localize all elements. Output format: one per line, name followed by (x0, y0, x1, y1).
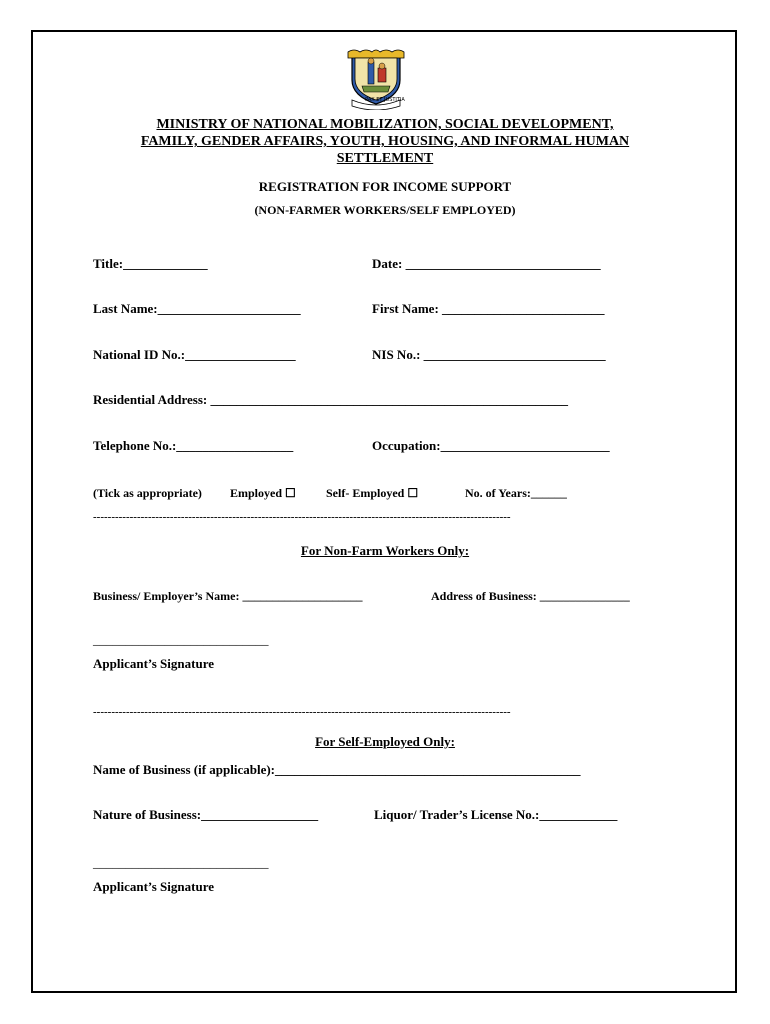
employer-name-field[interactable]: Business/ Employer’s Name: ____________________ (93, 589, 363, 603)
ministry-line-2: FAMILY, GENDER AFFAIRS, YOUTH, HOUSING, AND INFORMAL HUMAN (140, 134, 630, 149)
title-field[interactable]: Title:_____________ (93, 256, 208, 271)
business-address-field[interactable]: Address of Business: _______________ (431, 589, 630, 603)
signature-label-1: Applicant’s Signature (93, 656, 214, 671)
separator-line-1: ------------------------------------------------------------------------------------------------------------------ (93, 511, 511, 523)
self-employed-checkbox[interactable]: Self- Employed ☐ (326, 486, 419, 500)
separator-line-2: ------------------------------------------------------------------------------------------------------------------ (93, 706, 511, 718)
ministry-line-3: SETTLEMENT (336, 151, 434, 166)
nis-field[interactable]: NIS No.: ____________________________ (372, 347, 606, 362)
occupation-field[interactable]: Occupation:__________________________ (372, 438, 610, 453)
national-id-field[interactable]: National ID No.:_________________ (93, 347, 296, 362)
employed-checkbox[interactable]: Employed ☐ (230, 486, 296, 500)
years-field[interactable]: No. of Years:______ (465, 486, 567, 500)
signature-line-1[interactable]: ___________________________ (93, 632, 269, 647)
date-field[interactable]: Date: ______________________________ (372, 256, 601, 271)
ministry-line-1: MINISTRY OF NATIONAL MOBILIZATION, SOCIAL DEVELOPMENT, (156, 117, 614, 132)
first-name-field[interactable]: First Name: _________________________ (372, 301, 605, 316)
last-name-field[interactable]: Last Name:______________________ (93, 301, 301, 316)
signature-line-2[interactable]: ___________________________ (93, 855, 269, 870)
residential-address-field[interactable]: Residential Address: _______________________________________________________ (93, 392, 568, 407)
form-subtitle: (NON-FARMER WORKERS/SELF EMPLOYED) (254, 203, 516, 217)
signature-label-2: Applicant’s Signature (93, 879, 214, 894)
non-farm-heading: For Non-Farm Workers Only: (300, 543, 470, 558)
nature-of-business-field[interactable]: Nature of Business:__________________ (93, 807, 319, 822)
form-title: REGISTRATION FOR INCOME SUPPORT (258, 179, 512, 194)
tick-instruction: (Tick as appropriate) (93, 486, 202, 500)
business-name-field[interactable]: Name of Business (if applicable):_______________________________________________ (93, 762, 581, 777)
crest-motto: PAX ET JUSTITIA (365, 97, 405, 103)
license-number-field[interactable]: Liquor/ Trader’s License No.:____________ (374, 807, 618, 822)
self-employed-heading: For Self-Employed Only: (315, 734, 455, 749)
telephone-field[interactable]: Telephone No.:__________________ (93, 438, 294, 453)
